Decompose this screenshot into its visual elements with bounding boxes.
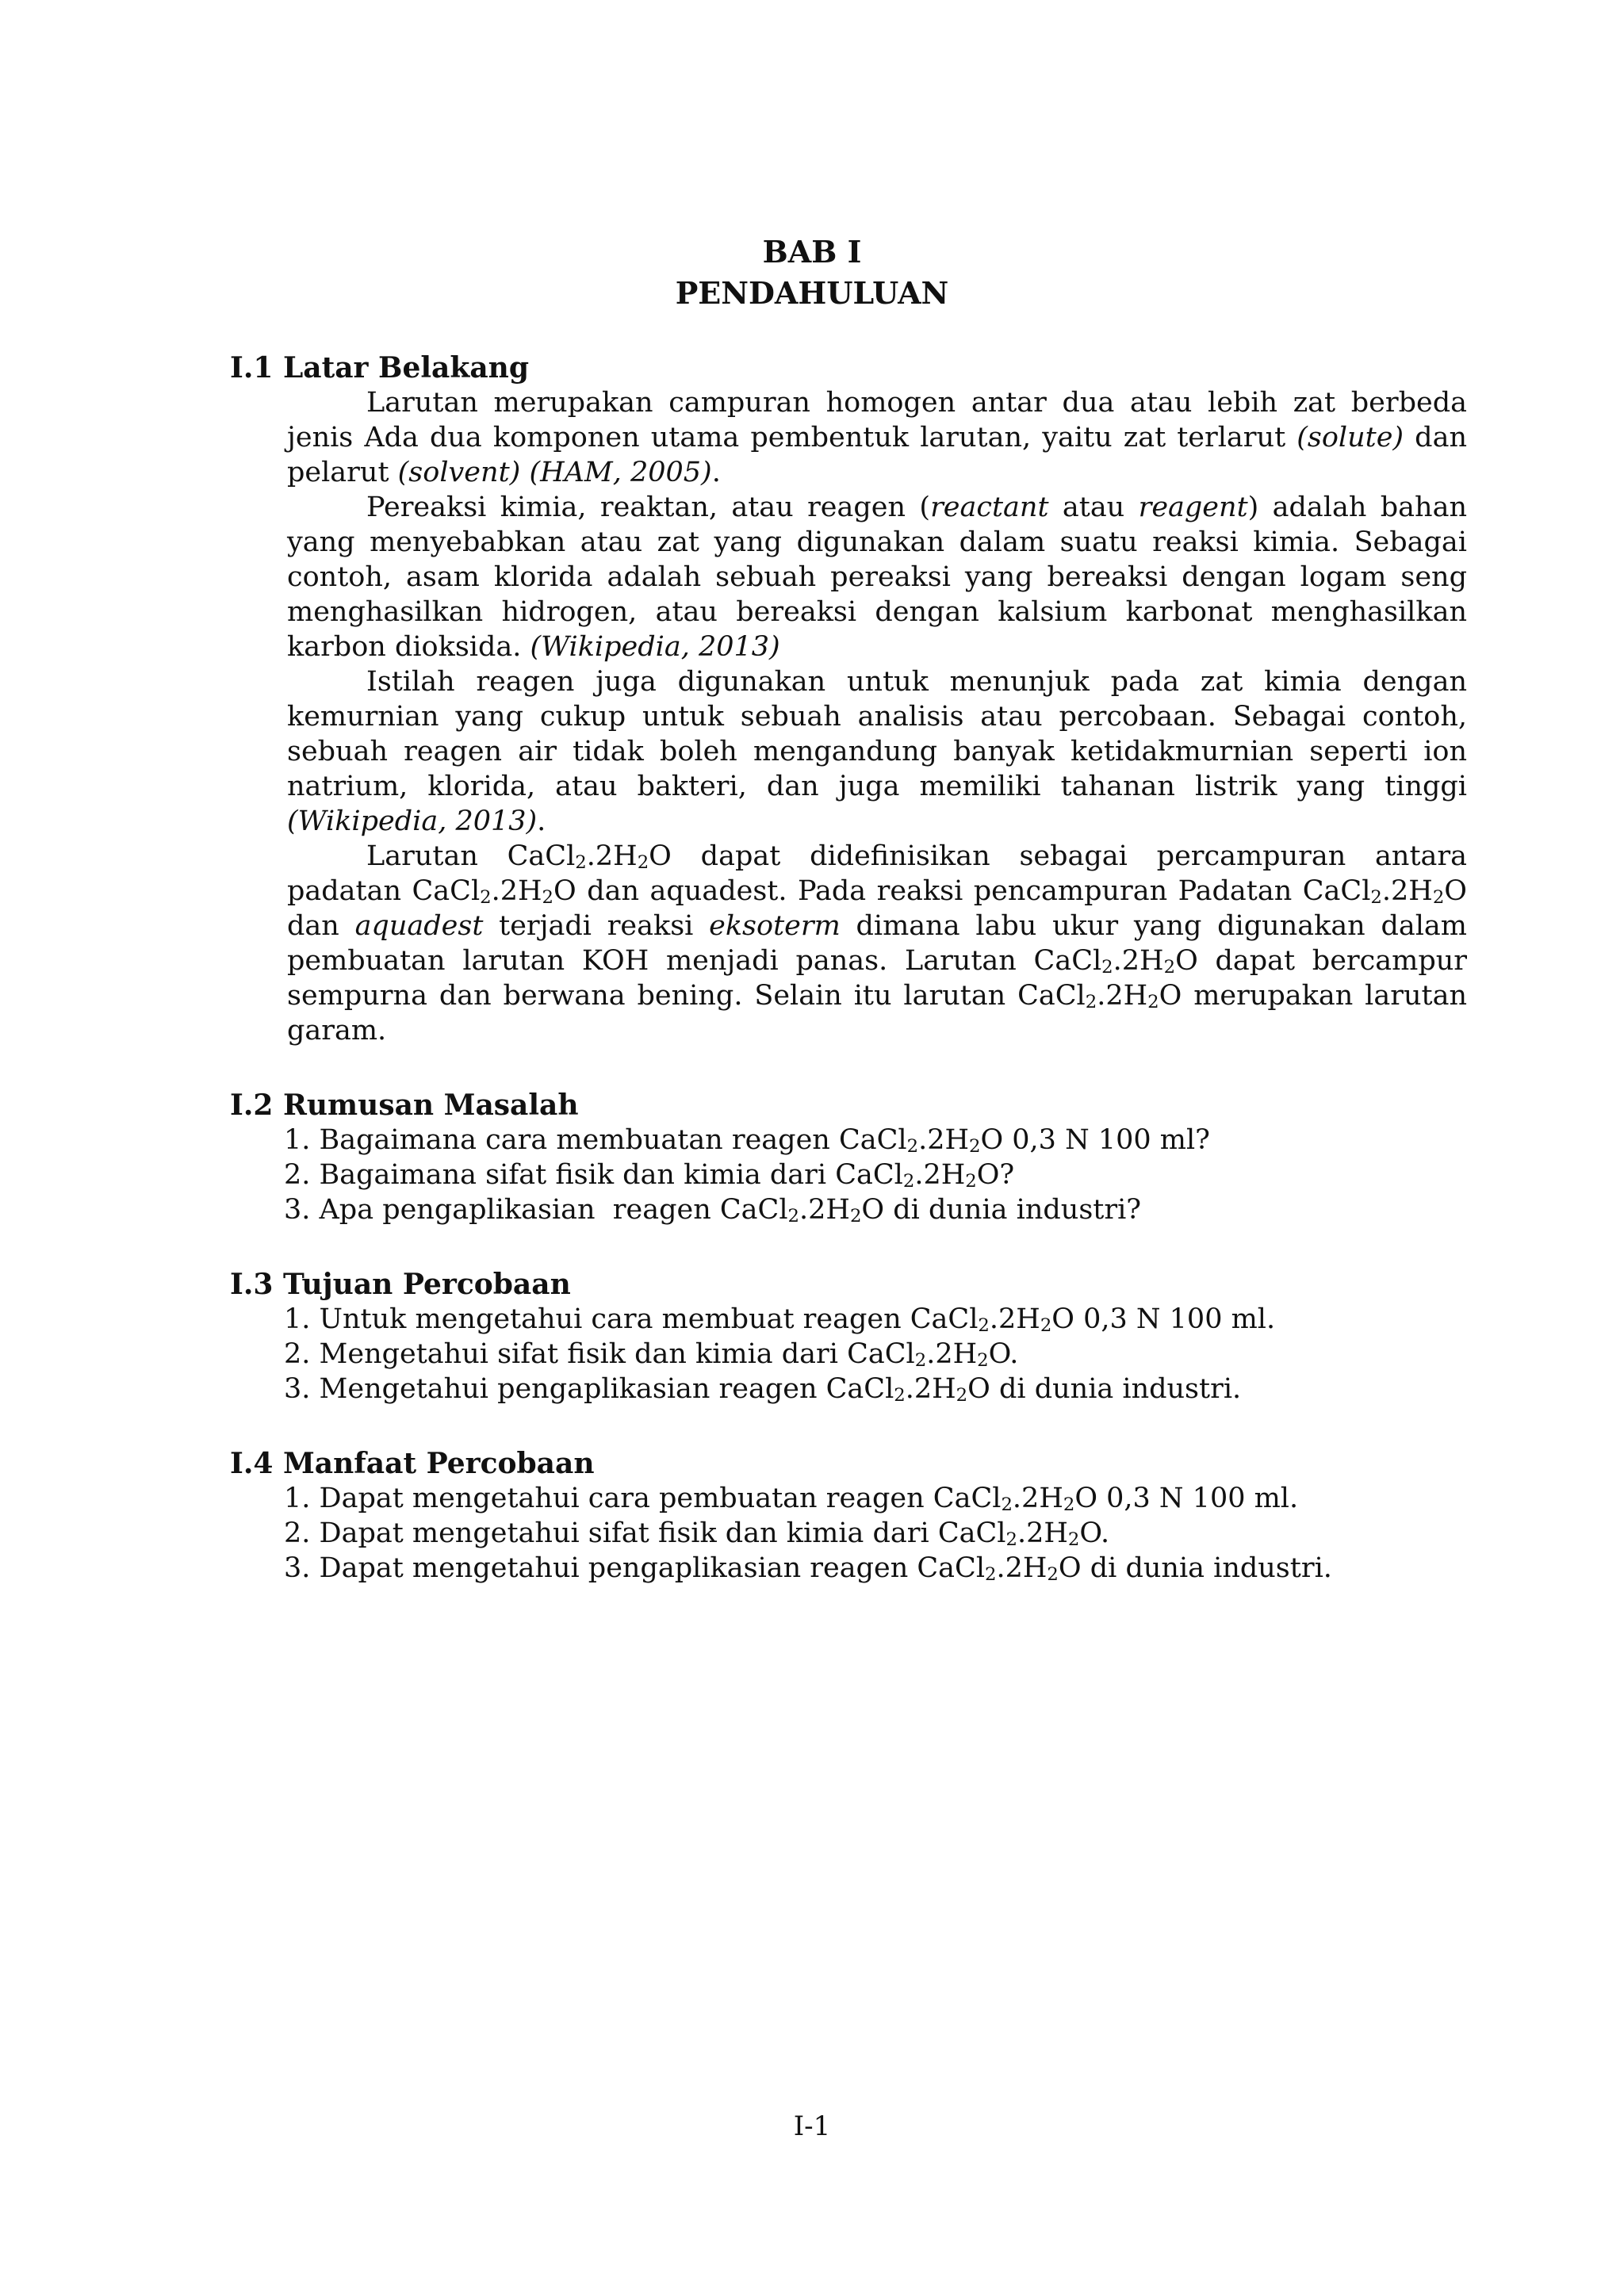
paragraph-pereaksi [287, 490, 1467, 664]
list-item-text: .2H [996, 1552, 1048, 1584]
list-item-text: 1. Bagaimana cara membuatan reagen CaCl [284, 1124, 907, 1156]
chapter-title: PENDAHULUAN [675, 275, 949, 311]
list-item-text: 3. Mengetahui pengaplikasian reagen CaCl [284, 1373, 894, 1405]
subscript: 2 [1085, 992, 1097, 1013]
paragraph-text: .2H [1097, 980, 1148, 1012]
subscript: 2 [902, 1171, 915, 1192]
subscript: 2 [480, 887, 492, 909]
list-item-text: 1. Dapat mengetahui cara pembuatan reagen CaCl [284, 1483, 1002, 1514]
paragraph-text: Larutan merupakan campuran homogen antar dua atau lebih zat berbeda jenis Ada dua komponen utama pembentuk larutan, yaitu zat terlarut [287, 387, 1467, 453]
list-item-text: .2H [926, 1338, 978, 1370]
citation: (Wikipedia, 2013) [287, 806, 538, 837]
subscript: 2 [1047, 1564, 1059, 1586]
paragraph-text: .2H [491, 875, 542, 907]
numbered-list [230, 1123, 1467, 1227]
list-item-text: 2. Bagaimana sifat fisik dan kimia dari CaCl [284, 1159, 903, 1191]
list-item-text: O 0,3 N 100 ml? [980, 1124, 1210, 1156]
paragraph-istilah-reagen [287, 664, 1467, 839]
term-reactant: reactant [930, 492, 1049, 523]
subscript: 2 [1063, 1494, 1075, 1516]
subscript: 2 [978, 1315, 990, 1337]
list-item [284, 1302, 1467, 1337]
paragraph-text: O dan aquadest. Pada reaksi pencampuran Padatan CaCl [553, 875, 1371, 907]
paragraph-larutan-cacl2 [287, 839, 1467, 1048]
subscript: 2 [1101, 957, 1113, 978]
subscript: 2 [542, 887, 554, 909]
paragraph-text: .2H [1381, 875, 1433, 907]
paragraph-text: Larutan CaCl [366, 840, 576, 872]
term-eksoterm: eksoterm [709, 910, 841, 942]
numbered-list [230, 1302, 1467, 1406]
subscript: 2 [894, 1385, 906, 1406]
list-item [284, 1192, 1467, 1227]
subscript: 2 [1432, 887, 1445, 909]
list-item-text: .2H [914, 1159, 966, 1191]
subscript: 2 [1040, 1315, 1052, 1337]
paragraph-text: . [537, 806, 546, 837]
list-item-text: .2H [1012, 1483, 1063, 1514]
section-heading: I.1 Latar Belakang [230, 351, 529, 385]
paragraph-text: .2H [586, 840, 638, 872]
subscript: 2 [1001, 1494, 1013, 1516]
list-item-text: O di dunia industri. [967, 1373, 1242, 1405]
paragraph-text: dan pelarut [287, 422, 1467, 488]
paragraph-text: Istilah reagen juga digunakan untuk menunjuk pada zat kimia dengan kemurnian yang cukup untuk sebuah analisis atau percobaan. Sebagai contoh, sebuah reagen air tidak boleh mengandung banyak ketidakmurnian seperti ion natrium, klorida, atau bakteri, dan juga memiliki tahanan listrik yang tinggi [287, 666, 1467, 802]
chapter-title-block [0, 232, 1624, 314]
list-item [284, 1337, 1467, 1372]
paragraph-text: Pereaksi kimia, reaktan, atau reagen ( [366, 492, 931, 523]
subscript: 2 [637, 852, 649, 874]
list-item-text: .2H [1017, 1517, 1068, 1549]
list-item-text: .2H [918, 1124, 969, 1156]
term-solute: (solute) [1297, 422, 1404, 453]
subscript: 2 [1370, 887, 1382, 909]
paragraph-text: O merupakan larutan garam. [287, 980, 1467, 1047]
list-item-text: O. [1079, 1517, 1110, 1549]
subscript: 2 [575, 852, 587, 874]
subscript: 2 [1005, 1529, 1017, 1551]
page-number: I-1 [793, 2110, 831, 2142]
paragraph-text: terjadi reaksi [483, 910, 710, 942]
list-item-text: 3. Apa pengaplikasian reagen CaCl [284, 1194, 788, 1226]
list-item-text: 2. Mengetahui sifat fisik dan kimia dari CaCl [284, 1338, 915, 1370]
list-item [284, 1158, 1467, 1192]
subscript: 2 [977, 1350, 989, 1372]
subscript: 2 [968, 1136, 981, 1158]
list-item [284, 1516, 1467, 1551]
list-item [284, 1551, 1467, 1586]
subscript: 2 [965, 1171, 977, 1192]
paragraph-text: ) adalah bahan yang menyebabkan atau zat yang digunakan dalam suatu reaksi kimia. Sebagai contoh, asam klorida adalah sebuah pereaksi yang bereaksi dengan logam seng menghasilkan hidrogen, atau bereaksi dengan kalsium karbonat menghasilkan karbon dioksida. [287, 492, 1467, 663]
citation: (Wikipedia, 2013) [530, 631, 780, 663]
paragraph-text: .2H [1113, 945, 1164, 977]
subscript: 2 [1163, 957, 1176, 978]
section-heading: I.4 Manfaat Percobaan [230, 1447, 595, 1480]
list-item-text: 2. Dapat mengetahui sifat fisik dan kimia dari CaCl [284, 1517, 1006, 1549]
list-item-text: 1. Untuk mengetahui cara membuat reagen CaCl [284, 1303, 979, 1335]
subscript: 2 [1067, 1529, 1080, 1551]
paragraph-text: O dan [287, 875, 1467, 942]
paragraph-text: dimana labu ukur yang digunakan dalam pembuatan larutan KOH menjadi panas. Larutan CaCl [287, 910, 1467, 977]
list-item-text: .2H [905, 1373, 956, 1405]
list-item [284, 1372, 1467, 1406]
numbered-list [230, 1481, 1467, 1586]
list-item [284, 1481, 1467, 1516]
list-item-text: O 0,3 N 100 ml. [1074, 1483, 1299, 1514]
subscript: 2 [985, 1564, 997, 1586]
section-manfaat-percobaan [230, 1446, 1467, 1586]
chapter-number: BAB I [762, 234, 862, 270]
paragraph-text: . [711, 457, 721, 488]
subscript: 2 [906, 1136, 919, 1158]
subscript: 2 [787, 1206, 800, 1227]
paragraph-text [520, 457, 529, 488]
list-item-text: O di dunia industri? [861, 1194, 1142, 1226]
citation: (HAM, 2005) [529, 457, 712, 488]
paragraph-text: O dapat bercampur sempurna dan berwana bening. Selain itu larutan CaCl [287, 945, 1467, 1012]
section-rumusan-masalah [230, 1088, 1467, 1227]
section-heading: I.2 Rumusan Masalah [230, 1089, 579, 1122]
list-item-text: 3. Dapat mengetahui pengaplikasian reagen CaCl [284, 1552, 986, 1584]
term-solvent: (solvent) [397, 457, 521, 488]
list-item-text: O 0,3 N 100 ml. [1051, 1303, 1276, 1335]
subscript: 2 [849, 1206, 862, 1227]
list-item-text: O di dunia industri. [1058, 1552, 1332, 1584]
list-item [284, 1123, 1467, 1158]
term-aquadest: aquadest [354, 910, 484, 942]
subscript: 2 [914, 1350, 927, 1372]
list-item-text: .2H [799, 1194, 850, 1226]
section-latar-belakang [230, 350, 1467, 1048]
section-heading: I.3 Tujuan Percobaan [230, 1268, 571, 1301]
list-item-text: O? [976, 1159, 1015, 1191]
paragraph-text: atau [1048, 492, 1139, 523]
document-body [230, 350, 1467, 1586]
list-item-text: O. [988, 1338, 1019, 1370]
paragraph-text: O dapat didefinisikan sebagai percampuran antara padatan CaCl [287, 840, 1467, 907]
subscript: 2 [1147, 992, 1159, 1013]
section-tujuan-percobaan [230, 1267, 1467, 1406]
subscript: 2 [956, 1385, 968, 1406]
paragraph-larutan [287, 385, 1467, 490]
list-item-text: .2H [989, 1303, 1040, 1335]
term-reagent: reagent [1138, 492, 1248, 523]
